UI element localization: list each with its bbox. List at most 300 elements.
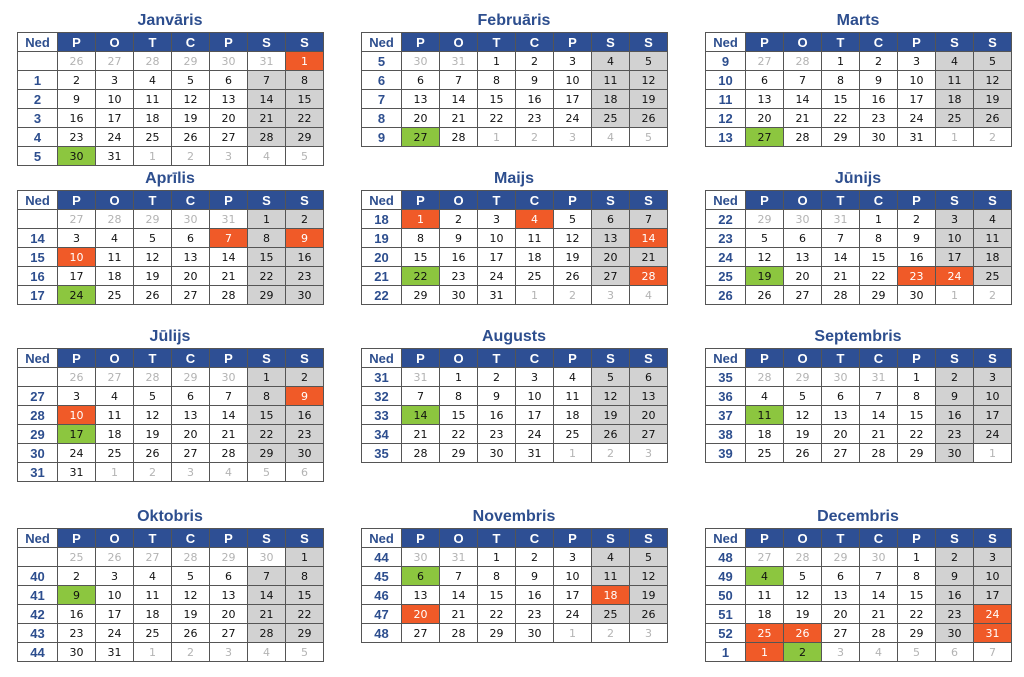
day-cell: 26 <box>58 368 96 387</box>
week-number: 34 <box>362 425 402 444</box>
day-cell: 19 <box>172 109 210 128</box>
day-cell: 24 <box>516 425 554 444</box>
day-cell: 17 <box>516 406 554 425</box>
week-row <box>18 267 324 286</box>
weekday-header: C <box>172 191 210 210</box>
week-number: 9 <box>362 128 402 147</box>
day-cell: 7 <box>860 567 898 586</box>
week-number: 41 <box>18 586 58 605</box>
week-number-header: Ned <box>706 349 746 368</box>
day-cell: 28 <box>402 444 440 463</box>
day-cell: 9 <box>516 567 554 586</box>
day-cell: 5 <box>286 147 324 166</box>
day-cell: 31 <box>478 286 516 305</box>
day-cell: 19 <box>784 425 822 444</box>
day-cell: 3 <box>630 444 668 463</box>
week-number: 8 <box>362 109 402 128</box>
day-cell: 31 <box>96 643 134 662</box>
day-cell: 12 <box>784 586 822 605</box>
weekday-header: C <box>860 33 898 52</box>
weekday-header: C <box>172 349 210 368</box>
weekday-header: S <box>248 529 286 548</box>
day-cell: 20 <box>210 605 248 624</box>
day-cell: 8 <box>286 71 324 90</box>
day-cell: 4 <box>516 210 554 229</box>
week-number-header: Ned <box>18 349 58 368</box>
day-cell: 30 <box>58 643 96 662</box>
day-cell: 3 <box>936 210 974 229</box>
day-cell: 30 <box>58 147 96 166</box>
week-number: 40 <box>18 567 58 586</box>
day-cell: 13 <box>172 248 210 267</box>
day-cell: 27 <box>630 425 668 444</box>
day-cell: 30 <box>936 624 974 643</box>
week-row <box>362 52 668 71</box>
month-table <box>705 32 1012 147</box>
week-row <box>362 286 668 305</box>
day-cell: 31 <box>58 463 96 482</box>
day-cell: 19 <box>172 605 210 624</box>
weekday-header: P <box>898 349 936 368</box>
day-cell: 18 <box>746 425 784 444</box>
weekday-header: O <box>96 33 134 52</box>
day-cell: 11 <box>134 90 172 109</box>
week-row <box>18 605 324 624</box>
weekday-header: P <box>746 191 784 210</box>
day-cell: 28 <box>248 128 286 147</box>
day-cell: 24 <box>58 286 96 305</box>
week-row <box>18 567 324 586</box>
week-number: 27 <box>18 387 58 406</box>
day-cell: 7 <box>248 71 286 90</box>
day-cell: 7 <box>630 210 668 229</box>
week-number: 7 <box>362 90 402 109</box>
day-cell: 5 <box>286 643 324 662</box>
day-cell: 18 <box>96 267 134 286</box>
day-cell: 3 <box>58 387 96 406</box>
day-cell: 20 <box>402 109 440 128</box>
day-cell: 29 <box>822 128 860 147</box>
month-table <box>361 32 668 147</box>
day-cell: 16 <box>440 248 478 267</box>
day-cell: 23 <box>860 109 898 128</box>
day-cell: 29 <box>248 286 286 305</box>
week-number: 22 <box>706 210 746 229</box>
week-row <box>18 229 324 248</box>
day-cell: 7 <box>822 229 860 248</box>
day-cell: 24 <box>96 128 134 147</box>
day-cell: 3 <box>210 147 248 166</box>
day-cell: 13 <box>210 586 248 605</box>
weekday-header: S <box>936 349 974 368</box>
day-cell: 2 <box>554 286 592 305</box>
day-cell: 21 <box>402 425 440 444</box>
day-cell: 21 <box>784 109 822 128</box>
day-cell: 6 <box>286 463 324 482</box>
week-row <box>18 52 324 71</box>
weekday-header: P <box>898 529 936 548</box>
day-cell: 6 <box>746 71 784 90</box>
week-number: 17 <box>18 286 58 305</box>
week-number: 20 <box>362 248 402 267</box>
week-row <box>706 444 1012 463</box>
day-cell: 14 <box>248 90 286 109</box>
week-number: 14 <box>18 229 58 248</box>
weekday-header: S <box>286 529 324 548</box>
day-cell: 30 <box>516 624 554 643</box>
week-row <box>362 368 668 387</box>
day-cell: 25 <box>96 286 134 305</box>
day-cell: 27 <box>96 368 134 387</box>
day-cell: 28 <box>784 128 822 147</box>
day-cell: 11 <box>592 71 630 90</box>
week-number: 48 <box>706 548 746 567</box>
weekday-header: C <box>516 349 554 368</box>
weekday-header: T <box>134 349 172 368</box>
week-number: 2 <box>18 90 58 109</box>
day-cell: 29 <box>898 444 936 463</box>
day-cell: 1 <box>440 368 478 387</box>
weekday-header: S <box>974 349 1012 368</box>
day-cell: 11 <box>974 229 1012 248</box>
week-number: 35 <box>706 368 746 387</box>
day-cell: 23 <box>936 605 974 624</box>
day-cell: 18 <box>96 425 134 444</box>
day-cell: 11 <box>96 406 134 425</box>
day-cell: 11 <box>746 586 784 605</box>
day-cell: 2 <box>936 548 974 567</box>
day-cell: 4 <box>592 548 630 567</box>
day-cell: 2 <box>286 210 324 229</box>
day-cell: 19 <box>592 406 630 425</box>
day-cell: 4 <box>974 210 1012 229</box>
weekday-header: T <box>134 529 172 548</box>
weekday-header: S <box>630 191 668 210</box>
day-cell: 16 <box>58 109 96 128</box>
week-number: 46 <box>362 586 402 605</box>
day-cell: 31 <box>898 128 936 147</box>
day-cell: 4 <box>248 147 286 166</box>
day-cell: 2 <box>440 210 478 229</box>
day-cell: 11 <box>516 229 554 248</box>
day-cell: 31 <box>974 624 1012 643</box>
week-number: 51 <box>706 605 746 624</box>
week-number: 5 <box>18 147 58 166</box>
week-number: 21 <box>362 267 402 286</box>
week-row <box>362 109 668 128</box>
week-number: 25 <box>706 267 746 286</box>
day-cell: 13 <box>822 406 860 425</box>
day-cell: 22 <box>248 267 286 286</box>
day-cell: 8 <box>822 71 860 90</box>
day-cell: 31 <box>248 52 286 71</box>
day-cell: 22 <box>248 425 286 444</box>
weekday-header-row <box>18 349 324 368</box>
month-title: Jūnijs <box>834 170 882 187</box>
day-cell: 6 <box>172 229 210 248</box>
month-table <box>705 190 1012 305</box>
day-cell: 27 <box>746 548 784 567</box>
month-table <box>17 528 324 662</box>
day-cell: 21 <box>822 267 860 286</box>
day-cell: 8 <box>898 567 936 586</box>
month-title: Maijs <box>493 170 534 187</box>
day-cell: 22 <box>478 109 516 128</box>
day-cell: 10 <box>96 90 134 109</box>
day-cell: 1 <box>898 548 936 567</box>
day-cell: 13 <box>402 90 440 109</box>
day-cell: 3 <box>478 210 516 229</box>
day-cell: 26 <box>784 624 822 643</box>
day-cell: 28 <box>172 548 210 567</box>
week-row <box>706 643 1012 662</box>
week-row <box>362 586 668 605</box>
week-row <box>706 248 1012 267</box>
weekday-header: P <box>554 33 592 52</box>
day-cell: 10 <box>974 567 1012 586</box>
day-cell: 4 <box>134 71 172 90</box>
day-cell: 30 <box>440 286 478 305</box>
day-cell: 14 <box>440 586 478 605</box>
week-row <box>362 210 668 229</box>
week-row <box>706 368 1012 387</box>
week-number: 49 <box>706 567 746 586</box>
day-cell: 7 <box>210 387 248 406</box>
week-row <box>18 109 324 128</box>
day-cell: 29 <box>822 548 860 567</box>
day-cell: 12 <box>172 586 210 605</box>
day-cell: 7 <box>784 71 822 90</box>
day-cell: 29 <box>248 444 286 463</box>
day-cell: 2 <box>974 128 1012 147</box>
day-cell: 27 <box>210 128 248 147</box>
day-cell: 14 <box>402 406 440 425</box>
week-number: 9 <box>706 52 746 71</box>
day-cell: 19 <box>134 267 172 286</box>
day-cell: 31 <box>516 444 554 463</box>
day-cell: 4 <box>592 128 630 147</box>
day-cell: 5 <box>630 548 668 567</box>
day-cell: 23 <box>440 267 478 286</box>
week-number: 29 <box>18 425 58 444</box>
week-row <box>706 52 1012 71</box>
day-cell: 18 <box>936 90 974 109</box>
day-cell: 30 <box>248 548 286 567</box>
day-cell: 2 <box>172 643 210 662</box>
day-cell: 24 <box>974 605 1012 624</box>
day-cell: 4 <box>134 567 172 586</box>
day-cell: 16 <box>898 248 936 267</box>
day-cell: 29 <box>402 286 440 305</box>
week-row <box>706 210 1012 229</box>
day-cell: 30 <box>210 52 248 71</box>
day-cell: 29 <box>746 210 784 229</box>
week-row <box>706 567 1012 586</box>
day-cell: 8 <box>478 567 516 586</box>
day-cell: 6 <box>630 368 668 387</box>
day-cell: 25 <box>554 425 592 444</box>
week-number: 44 <box>362 548 402 567</box>
week-row <box>18 425 324 444</box>
month-table <box>17 190 324 305</box>
month-table <box>361 348 668 463</box>
week-number: 45 <box>362 567 402 586</box>
week-number: 26 <box>706 286 746 305</box>
day-cell: 19 <box>784 605 822 624</box>
day-cell: 14 <box>440 90 478 109</box>
week-number: 37 <box>706 406 746 425</box>
week-number: 13 <box>706 128 746 147</box>
day-cell: 23 <box>286 425 324 444</box>
day-cell: 5 <box>898 643 936 662</box>
day-cell: 1 <box>860 210 898 229</box>
week-row <box>706 229 1012 248</box>
day-cell: 5 <box>630 52 668 71</box>
week-row <box>706 109 1012 128</box>
weekday-header-row <box>18 529 324 548</box>
day-cell: 28 <box>784 548 822 567</box>
day-cell: 30 <box>402 52 440 71</box>
weekday-header: T <box>822 33 860 52</box>
week-number: 44 <box>18 643 58 662</box>
weekday-header: O <box>440 529 478 548</box>
day-cell: 23 <box>478 425 516 444</box>
day-cell: 30 <box>898 286 936 305</box>
week-number-header: Ned <box>362 529 402 548</box>
day-cell: 28 <box>134 52 172 71</box>
day-cell: 2 <box>134 463 172 482</box>
day-cell: 24 <box>898 109 936 128</box>
weekday-header: P <box>402 349 440 368</box>
day-cell: 28 <box>96 210 134 229</box>
day-cell: 10 <box>554 567 592 586</box>
day-cell: 13 <box>402 586 440 605</box>
week-number-header: Ned <box>362 349 402 368</box>
day-cell: 30 <box>402 548 440 567</box>
week-row <box>706 387 1012 406</box>
day-cell: 23 <box>516 109 554 128</box>
day-cell: 1 <box>134 643 172 662</box>
day-cell: 8 <box>860 229 898 248</box>
day-cell: 20 <box>402 605 440 624</box>
day-cell: 26 <box>554 267 592 286</box>
weekday-header: S <box>592 349 630 368</box>
week-row <box>362 71 668 90</box>
day-cell: 20 <box>784 267 822 286</box>
week-row <box>18 248 324 267</box>
day-cell: 6 <box>402 567 440 586</box>
day-cell: 1 <box>248 368 286 387</box>
week-row <box>18 286 324 305</box>
day-cell: 30 <box>172 210 210 229</box>
day-cell: 9 <box>58 90 96 109</box>
day-cell: 6 <box>592 210 630 229</box>
day-cell: 20 <box>172 425 210 444</box>
day-cell: 26 <box>630 605 668 624</box>
week-number: 50 <box>706 586 746 605</box>
month-title: Marts <box>836 12 880 29</box>
day-cell: 30 <box>286 444 324 463</box>
day-cell: 29 <box>172 52 210 71</box>
day-cell: 12 <box>554 229 592 248</box>
week-row <box>706 286 1012 305</box>
week-number: 4 <box>18 128 58 147</box>
day-cell: 31 <box>822 210 860 229</box>
day-cell: 2 <box>860 52 898 71</box>
week-number: 3 <box>18 109 58 128</box>
week-number-header: Ned <box>18 33 58 52</box>
day-cell: 1 <box>248 210 286 229</box>
day-cell: 11 <box>554 387 592 406</box>
day-cell: 29 <box>478 624 516 643</box>
day-cell: 1 <box>286 548 324 567</box>
day-cell: 24 <box>554 605 592 624</box>
weekday-header: T <box>134 33 172 52</box>
day-cell: 24 <box>936 267 974 286</box>
day-cell: 1 <box>402 210 440 229</box>
week-row <box>18 406 324 425</box>
month-title: Februāris <box>477 12 551 29</box>
week-number: 10 <box>706 71 746 90</box>
month-table <box>361 528 668 643</box>
week-row <box>362 406 668 425</box>
weekday-header: T <box>478 191 516 210</box>
day-cell: 22 <box>402 267 440 286</box>
day-cell: 23 <box>516 605 554 624</box>
day-cell: 2 <box>58 567 96 586</box>
week-number: 31 <box>362 368 402 387</box>
week-number: 32 <box>362 387 402 406</box>
day-cell: 7 <box>210 229 248 248</box>
month-table <box>705 348 1012 463</box>
day-cell: 23 <box>936 425 974 444</box>
week-row <box>18 624 324 643</box>
day-cell: 2 <box>974 286 1012 305</box>
weekday-header: O <box>96 191 134 210</box>
day-cell: 14 <box>248 586 286 605</box>
day-cell: 4 <box>936 52 974 71</box>
weekday-header: P <box>746 529 784 548</box>
day-cell: 26 <box>974 109 1012 128</box>
week-row <box>18 368 324 387</box>
day-cell: 28 <box>248 624 286 643</box>
week-number-header: Ned <box>706 191 746 210</box>
day-cell: 4 <box>96 229 134 248</box>
day-cell: 6 <box>822 387 860 406</box>
day-cell: 21 <box>248 109 286 128</box>
day-cell: 10 <box>554 71 592 90</box>
week-number: 11 <box>706 90 746 109</box>
day-cell: 8 <box>440 387 478 406</box>
day-cell: 1 <box>554 444 592 463</box>
day-cell: 18 <box>516 248 554 267</box>
day-cell: 27 <box>592 267 630 286</box>
day-cell: 1 <box>822 52 860 71</box>
day-cell: 12 <box>134 248 172 267</box>
day-cell: 2 <box>592 444 630 463</box>
day-cell: 1 <box>516 286 554 305</box>
day-cell: 21 <box>860 425 898 444</box>
day-cell: 31 <box>210 210 248 229</box>
day-cell: 21 <box>210 267 248 286</box>
day-cell: 15 <box>402 248 440 267</box>
day-cell: 17 <box>96 605 134 624</box>
week-number: 43 <box>18 624 58 643</box>
day-cell: 30 <box>286 286 324 305</box>
day-cell: 9 <box>478 387 516 406</box>
weekday-header: C <box>516 33 554 52</box>
day-cell: 18 <box>592 586 630 605</box>
